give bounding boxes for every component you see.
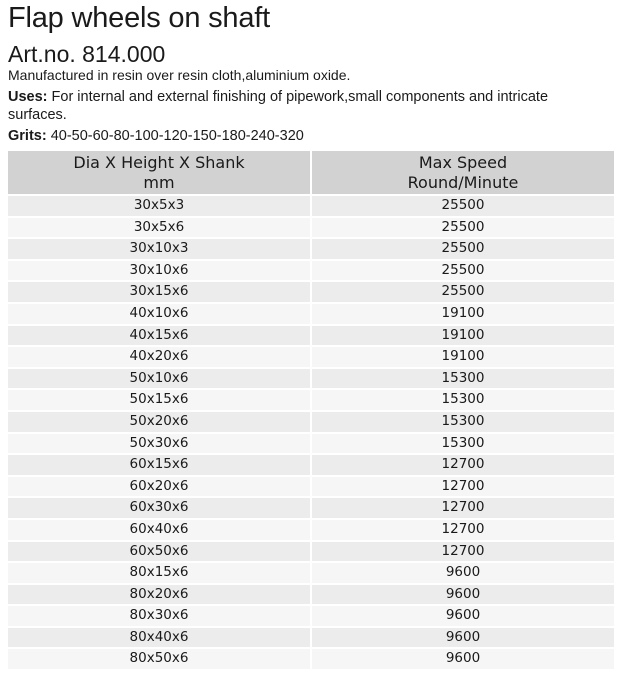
table-row xyxy=(8,346,614,368)
cell-max-speed: 15300 xyxy=(311,389,614,411)
cell-dimensions: 60x50x6 xyxy=(8,541,311,563)
table-row xyxy=(8,260,614,282)
cell-max-speed: 12700 xyxy=(311,497,614,519)
page-title: Flap wheels on shaft xyxy=(8,2,270,34)
uses-label: Uses: xyxy=(8,89,48,105)
cell-dimensions: 50x15x6 xyxy=(8,389,311,411)
cell-dimensions: 50x30x6 xyxy=(8,433,311,455)
cell-max-speed: 25500 xyxy=(311,217,614,239)
cell-max-speed: 9600 xyxy=(311,605,614,627)
table-row xyxy=(8,454,614,476)
cell-dimensions: 30x5x3 xyxy=(8,195,311,217)
grits-label: Grits: xyxy=(8,128,47,144)
cell-dimensions: 80x15x6 xyxy=(8,562,311,584)
cell-dimensions: 60x20x6 xyxy=(8,476,311,498)
cell-dimensions: 50x20x6 xyxy=(8,411,311,433)
header-max-speed xyxy=(311,151,614,195)
cell-max-speed: 12700 xyxy=(311,519,614,541)
cell-dimensions: 80x30x6 xyxy=(8,605,311,627)
uses-text xyxy=(8,88,608,124)
specs-table xyxy=(8,151,614,671)
cell-max-speed: 9600 xyxy=(311,562,614,584)
cell-dimensions: 60x40x6 xyxy=(8,519,311,541)
table-header-row xyxy=(8,151,614,195)
table-row xyxy=(8,476,614,498)
cell-max-speed: 12700 xyxy=(311,541,614,563)
cell-max-speed: 25500 xyxy=(311,195,614,217)
table-row xyxy=(8,238,614,260)
table-row xyxy=(8,605,614,627)
table-row xyxy=(8,584,614,606)
table-row xyxy=(8,562,614,584)
grits-text xyxy=(8,127,304,145)
cell-dimensions: 30x10x3 xyxy=(8,238,311,260)
cell-max-speed: 15300 xyxy=(311,433,614,455)
cell-dimensions: 60x30x6 xyxy=(8,497,311,519)
cell-dimensions: 80x20x6 xyxy=(8,584,311,606)
table-row xyxy=(8,411,614,433)
cell-max-speed: 9600 xyxy=(311,627,614,649)
cell-max-speed: 15300 xyxy=(311,368,614,390)
table-row xyxy=(8,389,614,411)
table-row xyxy=(8,195,614,217)
table-row xyxy=(8,325,614,347)
cell-max-speed: 15300 xyxy=(311,411,614,433)
cell-max-speed: 19100 xyxy=(311,303,614,325)
table-row xyxy=(8,541,614,563)
header-dimensions-line1: Dia X Height X Shank xyxy=(73,152,245,172)
cell-max-speed: 25500 xyxy=(311,238,614,260)
cell-dimensions: 60x15x6 xyxy=(8,454,311,476)
table-row xyxy=(8,281,614,303)
cell-dimensions: 30x10x6 xyxy=(8,260,311,282)
cell-max-speed: 12700 xyxy=(311,476,614,498)
cell-dimensions: 40x10x6 xyxy=(8,303,311,325)
header-max-speed-line1: Max Speed xyxy=(418,152,508,172)
uses-value: For internal and external finishing of pipework,small components and intricate surfaces. xyxy=(8,89,549,123)
cell-dimensions: 40x20x6 xyxy=(8,346,311,368)
table-row xyxy=(8,433,614,455)
cell-dimensions: 30x15x6 xyxy=(8,281,311,303)
table-row xyxy=(8,217,614,239)
table-row xyxy=(8,303,614,325)
grits-value: 40-50-60-80-100-120-150-180-240-320 xyxy=(50,128,304,144)
header-dimensions xyxy=(8,151,311,195)
cell-max-speed: 19100 xyxy=(311,346,614,368)
product-description: Manufactured in resin over resin cloth,aluminium oxide. xyxy=(8,67,351,83)
header-dimensions-line2: mm xyxy=(143,172,175,192)
cell-dimensions: 80x40x6 xyxy=(8,627,311,649)
article-number: Art.no. 814.000 xyxy=(8,41,166,67)
header-max-speed-line2: Round/Minute xyxy=(407,172,519,192)
cell-max-speed: 9600 xyxy=(311,648,614,670)
cell-max-speed: 19100 xyxy=(311,325,614,347)
table-row xyxy=(8,497,614,519)
cell-max-speed: 12700 xyxy=(311,454,614,476)
table-row xyxy=(8,368,614,390)
table-row xyxy=(8,627,614,649)
cell-dimensions: 40x15x6 xyxy=(8,325,311,347)
table-row xyxy=(8,519,614,541)
cell-dimensions: 30x5x6 xyxy=(8,217,311,239)
cell-max-speed: 25500 xyxy=(311,260,614,282)
cell-dimensions: 80x50x6 xyxy=(8,648,311,670)
cell-max-speed: 25500 xyxy=(311,281,614,303)
cell-dimensions: 50x10x6 xyxy=(8,368,311,390)
cell-max-speed: 9600 xyxy=(311,584,614,606)
table-row xyxy=(8,648,614,670)
